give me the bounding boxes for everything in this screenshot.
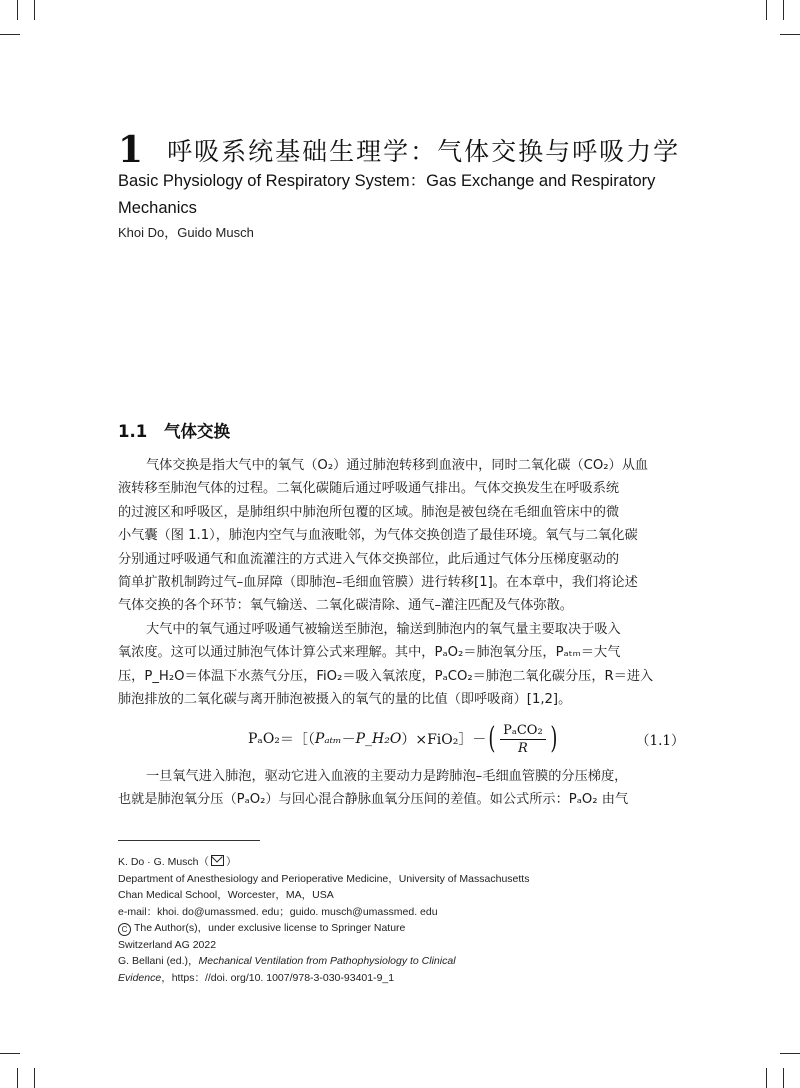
footer-company: Switzerland AG 2022 (118, 938, 217, 951)
formula-fraction (500, 723, 546, 756)
formula-minus: － (341, 732, 356, 748)
paragraph-line: 液转移至肺泡气体的过程。二氧化碳随后通过呼吸通气排出。气体交换发生在呼吸系统 (118, 481, 620, 497)
footer-citation-row-2 (118, 970, 718, 987)
formula-fraction-numerator: PₐCO₂ (500, 723, 546, 740)
formula-paren-right: ) (550, 721, 558, 756)
crop-mark-top-left-v (17, 0, 18, 20)
footer-department: Department of Anesthesiology and Perioperative Medicine，University of Massachusetts (118, 872, 530, 885)
footer-citation-row (118, 953, 718, 970)
footer-license: The Author(s)，under exclusive license to Springer Nature (134, 922, 406, 934)
chapter-number: 1 (118, 129, 144, 171)
formula-ph2o: P_H₂O (355, 731, 402, 747)
footer-license-row (118, 920, 718, 937)
crop-mark-top-right-v (766, 0, 767, 20)
author-affiliation-block (118, 854, 718, 920)
footer-email: e-mail：khoi. do@umassmed. edu；guido. musch@umassmed. edu (118, 905, 438, 918)
formula-lhs: PₐO₂ (248, 731, 280, 747)
paragraph-line: 大气中的氧气通过呼吸通气被输送至肺泡，输送到肺泡内的氧气量主要取决于吸入 (146, 622, 621, 637)
section-heading (118, 418, 230, 442)
section-number: 1.1 (118, 422, 148, 441)
formula-patm: Pₐₜₘ (314, 731, 342, 747)
footer-authors: K. Do · G. Musch（ (118, 856, 210, 868)
crop-mark-bottom-right-v (766, 1068, 767, 1088)
chapter-authors: Khoi Do，Guido Musch (118, 225, 254, 240)
formula-bracket-open: ［（ (293, 732, 315, 748)
publication-info-block (118, 920, 718, 986)
paragraph-line: 气体交换是指大气中的氧气（O₂）通过肺泡转移到血液中，同时二氧化碳（CO₂）从血 (146, 458, 649, 473)
formula-close-times: ）×FiO₂］－ (401, 732, 487, 748)
footer-school: Chan Medical School，Worcester，MA，USA (118, 889, 334, 901)
section-title: 气体交换 (164, 422, 230, 441)
formula-paren-left: ( (488, 721, 496, 756)
paragraph-line: 小气囊（图 1.1），肺泡内空气与血液毗邻，为气体交换创造了最佳环境。氧气与二氧化碳 (118, 528, 638, 544)
crop-mark-top-right-v2 (783, 0, 784, 20)
crop-mark-bottom-left-v (17, 1068, 18, 1088)
crop-mark-top-left-h (0, 34, 20, 35)
footnote-separator (118, 840, 260, 841)
footer-citation-doi: ，https：//doi. org/10. 1007/978-3-030-93401-9_1 (161, 971, 395, 984)
formula-fraction-denominator: R (517, 740, 528, 756)
crop-mark-bottom-left-v2 (34, 1068, 35, 1088)
paragraph-pressure-gradient (118, 765, 683, 812)
crop-mark-bottom-left-h (0, 1053, 20, 1054)
paragraph-line: 氧浓度。这可以通过肺泡气体计算公式来理解。其中，PₐO₂＝肺泡氧分压，Pₐₜₘ＝大气 (118, 645, 621, 661)
paragraph-line: 分别通过呼吸通气和血流灌注的方式进入气体交换部位，此后通过气体分压梯度驱动的 (118, 551, 620, 567)
alveolar-gas-equation (248, 719, 559, 759)
footer-authors-row (118, 854, 718, 871)
crop-mark-top-right-h (780, 34, 800, 35)
footer-citation-title: Mechanical Ventilation from Pathophysiology to Clinical (198, 955, 456, 967)
chapter-title-english: Basic Physiology of Respiratory System：Gas Exchange and Respiratory Mechanics (118, 172, 656, 217)
paragraph-line: 简单扩散机制跨过气–血屏障（即肺泡–毛细血管膜）进行转移[1]。在本章中，我们将论述 (118, 575, 638, 591)
formula-equals: ＝ (279, 732, 294, 748)
paragraph-line: 压，P_H₂O＝体温下水蒸气分压，FiO₂＝吸入氧浓度，PₐCO₂＝肺泡二氧化碳分压，R＝进入 (118, 668, 654, 684)
footer-authors-end: ） (226, 856, 237, 868)
copyright-icon: C (118, 923, 131, 936)
formula-number: （1.1） (636, 733, 685, 749)
footer-citation-prefix: G. Bellani (ed.)， (118, 955, 199, 967)
paragraph-gas-exchange-intro (118, 454, 683, 618)
paragraph-oxygen-delivery (118, 618, 683, 712)
crop-mark-bottom-right-v2 (783, 1068, 784, 1088)
paragraph-line: 一旦氧气进入肺泡，驱动它进入血液的主要动力是跨肺泡–毛细血管膜的分压梯度， (146, 769, 628, 784)
crop-mark-bottom-right-h (780, 1053, 800, 1054)
crop-mark-top-left-v2 (34, 0, 35, 20)
footer-citation-title-end: Evidence (118, 971, 162, 984)
envelope-icon (211, 855, 224, 866)
paragraph-line: 的过渡区和呼吸区，是肺组织中肺泡所包覆的区域。肺泡是被包绕在毛细血管床中的微 (118, 504, 620, 520)
paragraph-line: 气体交换的各个环节：氧气输送、二氧化碳清除、通气–灌注匹配及气体弥散。 (118, 598, 573, 614)
paragraph-line: 也就是肺泡氧分压（PₐO₂）与回心混合静脉血氧分压间的差值。如公式所示：PₐO₂ 由气 (118, 792, 629, 808)
chapter-title-chinese: 呼吸系统基础生理学：气体交换与呼吸力学 (167, 137, 681, 166)
paragraph-line: 肺泡排放的二氧化碳与离开肺泡被摄入的氧气的量的比值（即呼吸商）[1,2]。 (118, 692, 572, 708)
